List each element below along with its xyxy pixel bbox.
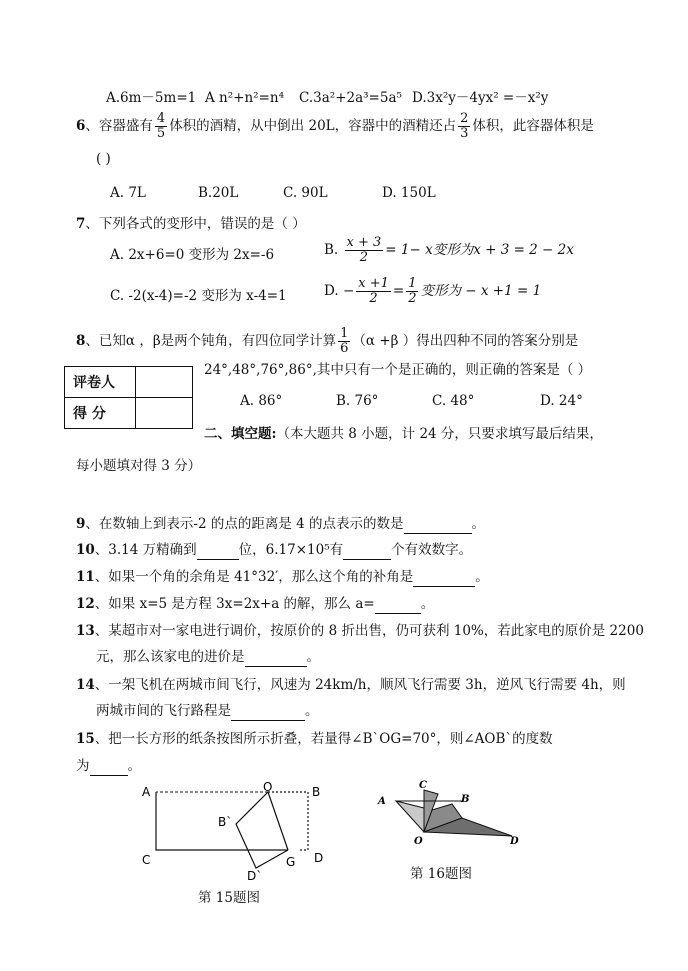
q7-text: 、下列各式的变形中，错误的是（ ） [85, 216, 306, 232]
q6-number: 6 [76, 118, 86, 134]
grader-label: 评卷人 [65, 367, 136, 398]
fig15-label-a: A [142, 785, 151, 799]
q14-blank[interactable] [231, 702, 305, 721]
q7-stem [76, 215, 306, 233]
score-label: 得 分 [65, 398, 136, 429]
q8-text-b: （α +β ）得出四种不同的答案分别是 [352, 333, 579, 349]
section2-heading [204, 425, 603, 443]
q11-blank[interactable] [413, 568, 475, 587]
section2-desc2: 每小题填对得 3 分） [76, 458, 202, 474]
fig15-label-b: B [312, 785, 321, 799]
q15-blank[interactable] [90, 757, 128, 776]
q7-option-c: C. -2(x-4)=-2 变形为 x-4=1 [110, 288, 287, 304]
q6-text-a: 、容器盛有 [85, 118, 153, 134]
grade-table [64, 366, 193, 429]
fig15-label-d: D [314, 851, 324, 865]
fig16-label-o: O [414, 836, 423, 847]
q6-option-c: C. 90L [283, 185, 328, 201]
q12: 12、如果 x=5 是方程 3x=2x+a 的解，那么 a= 。 [76, 596, 435, 612]
q6-fraction-2: $\frac{2}{3}$ [460, 111, 469, 141]
q10-blank-2[interactable] [343, 541, 391, 560]
q8-text-a: 、已知α ，β是两个钝角，有四位同学计算 [85, 333, 337, 349]
q5-option-a: A.6m－5m=1 [106, 90, 197, 106]
q7-option-d: D. − $\frac{x +1}{2}$ = $\frac{1}{2}$ 变形为 − x +1 = 1 [324, 276, 542, 306]
q15-line2: 为 。 [76, 758, 141, 774]
score-cell [136, 398, 193, 429]
section2-desc: （本大题共 8 小题，计 24 分，只要求填写最后结果， [276, 426, 603, 442]
q12-blank[interactable] [375, 595, 421, 614]
q5-option-b: A n²+n²=n⁴ [205, 90, 284, 106]
fig15-label-dp: D` [247, 869, 263, 883]
q8-option-c: C. 48° [432, 393, 475, 409]
q15: 15、把一长方形的纸条按图所示折叠，若量得∠B`OG=70°，则∠AOB`的度数 [76, 731, 553, 747]
q6-option-b: B.20L [198, 185, 239, 201]
q10-blank-1[interactable] [197, 541, 239, 560]
fig15-label-c: C [142, 853, 151, 867]
fig15-label-o: O [263, 780, 273, 794]
q14: 14、一架飞机在两城市间飞行，风速为 24km/h，顺风飞行需要 3h，逆风飞行需要 4h，则 [76, 677, 626, 693]
q8-number: 8 [76, 333, 86, 349]
q9-blank[interactable] [404, 515, 472, 534]
section2-title: 二、填空题: [204, 426, 277, 442]
q5-option-d: D.3x²y－4yx² =－x²y [412, 90, 549, 106]
figure-16 [372, 778, 522, 848]
q6-fraction-1: $\frac{4}{5}$ [156, 111, 166, 141]
q6-paren: ( ) [96, 151, 111, 167]
q7-number: 7 [76, 216, 86, 232]
q14-line2: 两城市间的飞行路程是 。 [96, 703, 319, 719]
fig16-label-a: A [378, 796, 386, 807]
q8-option-b: B. 76° [336, 393, 379, 409]
fig15-caption: 第 15题图 [198, 890, 260, 906]
grader-cell [136, 367, 193, 398]
fig15-label-bp: B` [218, 815, 233, 829]
q6-option-a: A. 7L [110, 185, 146, 201]
fig16-caption: 第 16题图 [410, 866, 472, 882]
q7-option-a: A. 2x+6=0 变形为 2x=-6 [110, 247, 275, 263]
q10: 10、3.14 万精确到 位，6.17×10⁵有 个有效数字。 [76, 542, 473, 558]
q8-fraction: $\frac{1}{6}$ [340, 326, 349, 356]
q7-option-b: B. $\frac{x + 3}{2}$ = 1− x变形为x + 3 = 2 − 2x [324, 235, 574, 265]
figure-15 [138, 780, 338, 890]
q8-option-d: D. 24° [540, 393, 583, 409]
fig16-label-b: B [461, 794, 470, 805]
q9: 9、在数轴上到表示-2 的点的距离是 4 的点表示的数是 。 [76, 516, 486, 532]
q6-stem [76, 112, 594, 141]
q11: 11、如果一个角的余角是 41°32′，那么这个角的补角是 。 [76, 569, 489, 585]
q6-text-c: 体积，此容器体积是 [472, 118, 594, 134]
q13-blank[interactable] [245, 648, 307, 667]
fig16-label-c: C [419, 780, 427, 791]
q5-option-c: C.3a²+2a³=5a⁵ [299, 90, 402, 106]
q6-text-b: 体积的酒精，从中倒出 20L，容器中的酒精还占 [169, 118, 457, 134]
q13-line2: 元，那么该家电的进价是 。 [96, 649, 320, 665]
q6-option-d: D. 150L [382, 185, 436, 201]
fig15-label-g: G [286, 855, 296, 869]
q8-stem [76, 327, 578, 356]
q8-line2: 24°,48°,76°,86°,其中只有一个是正确的，则正确的答案是（ ） [204, 362, 592, 378]
fig16-label-d: D [510, 836, 519, 847]
q13: 13、某超市对一家电进行调价，按原价的 8 折出售，仍可获利 10%，若此家电的原价是 2200 [76, 623, 644, 639]
q8-option-a: A. 86° [240, 393, 283, 409]
